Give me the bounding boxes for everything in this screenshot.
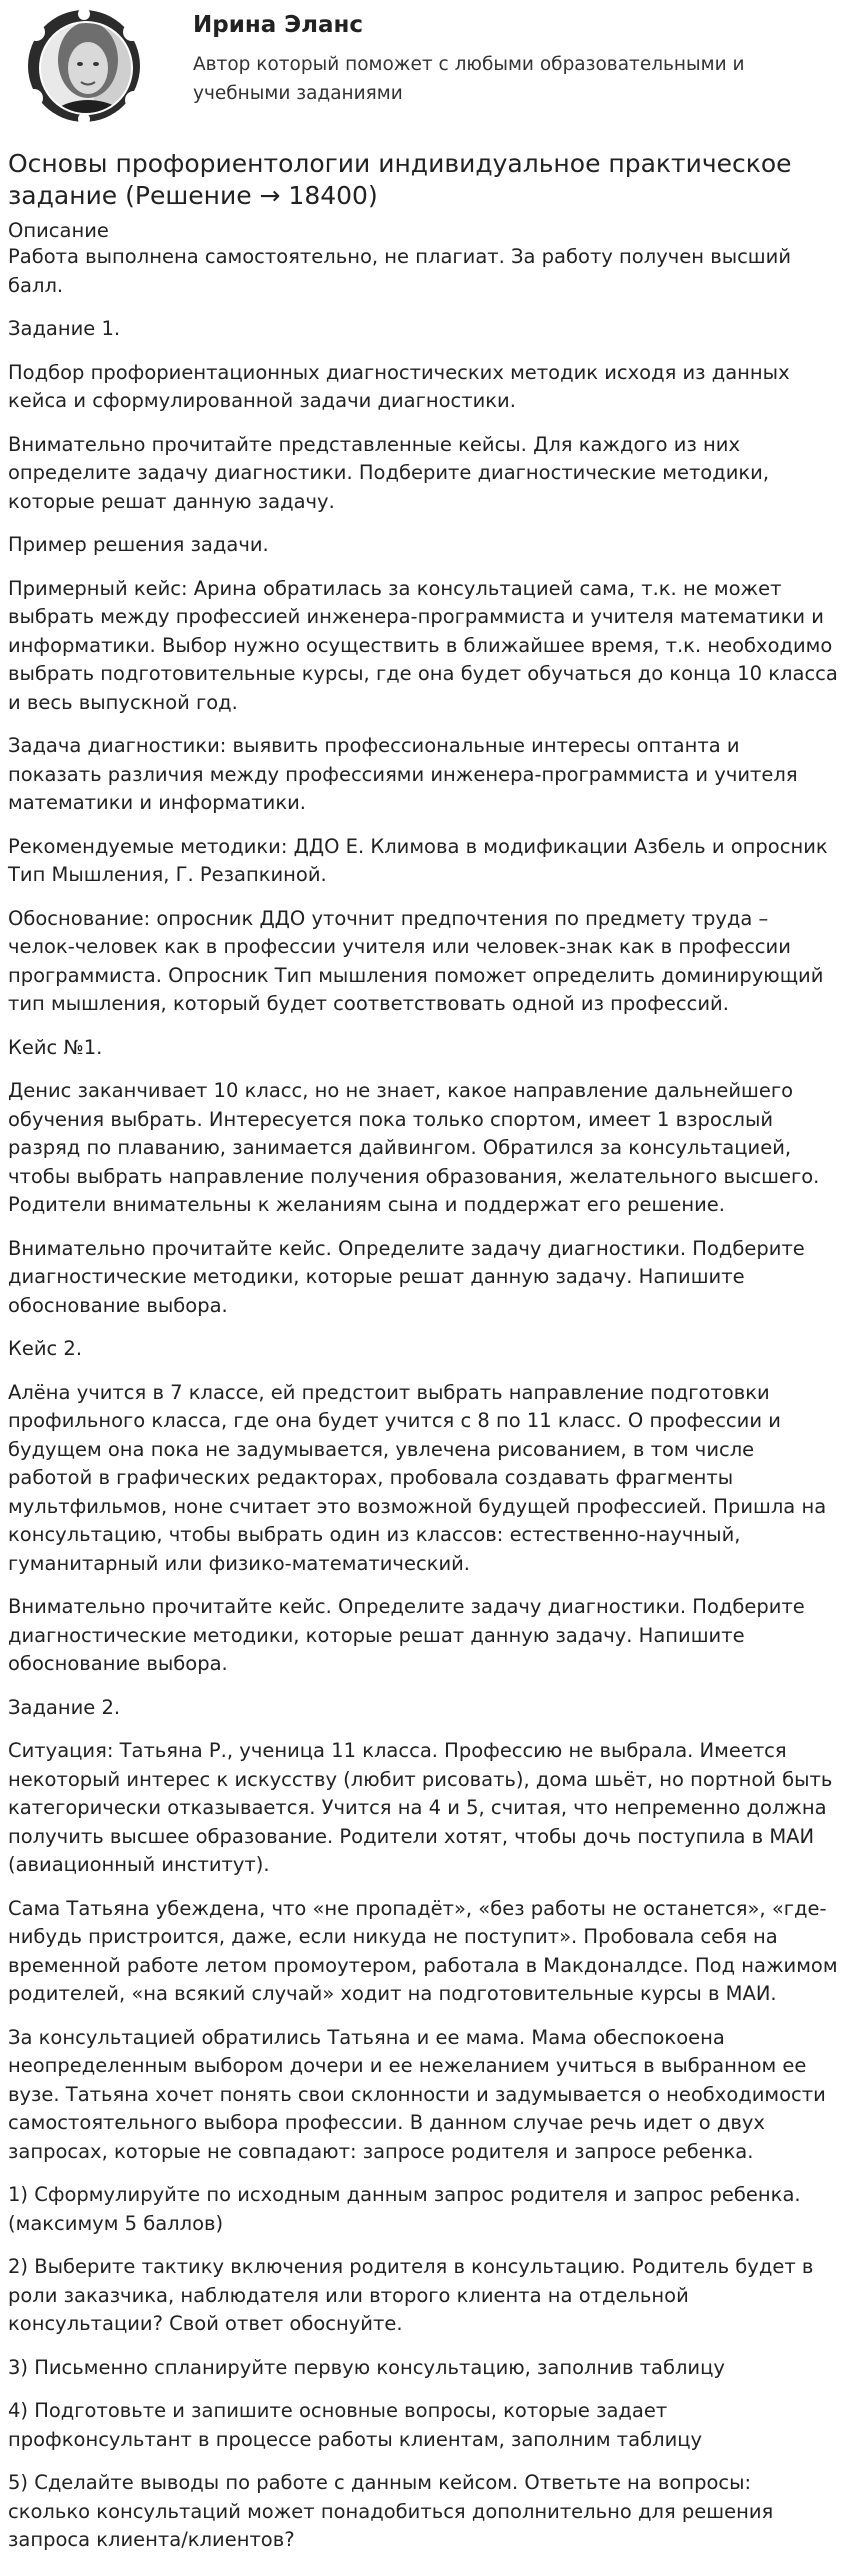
description-label: Описание: [8, 219, 109, 242]
paragraph: 4) Подготовьте и запишите основные вопросы, которые задает профконсультант в процессе работы клиентам, заполним таблицу: [8, 2399, 703, 2451]
author-name[interactable]: Ирина Эланс: [193, 12, 364, 38]
paragraph: Внимательно прочитайте кейс. Определите задачу диагностики. Подберите диагностические методики, которые решат данную задачу. Напишите обоснование выбора.: [8, 1595, 805, 1675]
paragraph: Ситуация: Татьяна Р., ученица 11 класса. Профессию не выбрала. Имеется некоторый интерес к искусству (любит рисовать), дома шьёт, но портной быть категорически отказывается. Учится на 4 и 5, считая, что непременно должна получить высшее образование. Родители хотят, чтобы дочь поступила в МАИ (авиационный институт).: [8, 1739, 833, 1876]
paragraph: Пример решения задачи.: [8, 533, 269, 556]
paragraph: 3) Письменно спланируйте первую консультацию, заполнив таблицу: [8, 2355, 725, 2379]
paragraph: Примерный кейс: Арина обратилась за консультацией сама, т.к. не может выбрать между профессией инженера-программиста и учителя математики и информатики. Выбор нужно осуществить в ближайшее время, т.к. необходимо выбрать подготовительные курсы, где она будет обучаться до конца 10 класса и весь выпускной год.: [8, 576, 838, 714]
paragraph: Обоснование: опросник ДДО уточнит предпочтения по предмету труда – челок-человек как в профессии учителя или человек-знак как в профессии программиста. Опросник Тип мышления поможет определить доминирующий тип мышления, который будет соответствовать одной из профессий.: [8, 906, 824, 1015]
paragraph: За консультацией обратились Татьяна и ее мама. Мама обеспокоена неопределенным выбором дочери и ее нежеланием учиться в выбранном ее вузе. Татьяна хочет понять свои склонности и задумывается о необходимости самостоятельного выбора профессии. В данном случае речь идет о двух запросах, которые не совпадают: запросе родителя и запросе ребенка.: [8, 2025, 826, 2163]
paragraph: Внимательно прочитайте кейс. Определите задачу диагностики. Подберите диагностические методики, которые решат данную задачу. Напишите обоснование выбора.: [8, 1236, 805, 1317]
paragraph: Денис заканчивает 10 класс, но не знает, какое направление дальнейшего обучения выбрать. Интересуется пока только спортом, имеет 1 взрослый разряд по плаванию, занимается дайвингом. Обратился за консультацией, чтобы выбрать направление получения образования, желательного высшего. Родители внимательны к желаниям сына и поддержат его решение.: [8, 1079, 820, 1216]
paragraph: Задача диагностики: выявить профессиональные интересы оптанта и показать различия между профессиями инженера-программиста и учителя математики и информатики.: [8, 734, 798, 814]
paragraph: Алёна учится в 7 классе, ей предстоит выбрать направление подготовки профильного класса, где она будет учится с 8 по 11 класс. О профессии и будущем она пока не задумывается, увлечена рисованием, в том числе работой в графических редакторах, пробовала создавать фрагменты мультфильмов, ноне считает это возможной будущей профессией. Пришла на консультацию, чтобы выбрать один из классов: естественно-научный, гуманитарный или физико-математический.: [8, 1380, 827, 1575]
task-title: Основы профориентологии индивидуальное практическое задание (Решение → 18400): [8, 149, 792, 210]
paragraph: Подбор профориентационных диагностических методик исходя из данных кейса и сформулированной задачи диагностики.: [8, 360, 790, 412]
task-description: [8, 243, 839, 2555]
paragraph: Задание 2.: [8, 1695, 121, 1719]
paragraph: Задание 1.: [8, 317, 121, 340]
paragraph: Кейс 2.: [8, 1337, 83, 1360]
paragraph: Сама Татьяна убеждена, что «не пропадёт», «без работы не останется», «где-нибудь пристроится, даже, если никуда не поступит». Пробовала себя на временной работе летом промоутером, работала в Макдоналдсе. Под нажимом родителей, «на всякий случай» ходит на подготовительные курсы в МАИ.: [8, 1896, 838, 2005]
paragraph: 2) Выберите тактику включения родителя в консультацию. Родитель будет в роли заказчика, наблюдателя или второго клиента на отдельной консультации? Свой ответ обоснуйте.: [8, 2255, 814, 2335]
paragraph: Работа выполнена самостоятельно, не плагиат. За работу получен высший балл.: [8, 245, 791, 297]
paragraph: Рекомендуемые методики: ДДО Е. Климова в модификации Азбель и опросник Тип Мышления, Г. Резапкиной.: [8, 834, 828, 886]
paragraph: 1) Сформулируйте по исходным данным запрос родителя и запрос ребенка. (максимум 5 баллов): [8, 2183, 801, 2235]
author-avatar[interactable]: [14, 6, 154, 126]
paragraph: Кейс №1.: [8, 1035, 103, 1059]
author-description: Автор который поможет с любыми образовательными и учебными заданиями: [193, 54, 745, 104]
author-card: [8, 0, 839, 140]
paragraph: Внимательно прочитайте представленные кейсы. Для каждого из них определите задачу диагностики. Подберите диагностические методики, которые решат данную задачу.: [8, 432, 770, 513]
paragraph: 5) Сделайте выводы по работе с данным кейсом. Ответьте на вопросы: сколько консультаций может понадобиться дополнительно для решения запроса клиента/клиентов?: [8, 2471, 774, 2551]
